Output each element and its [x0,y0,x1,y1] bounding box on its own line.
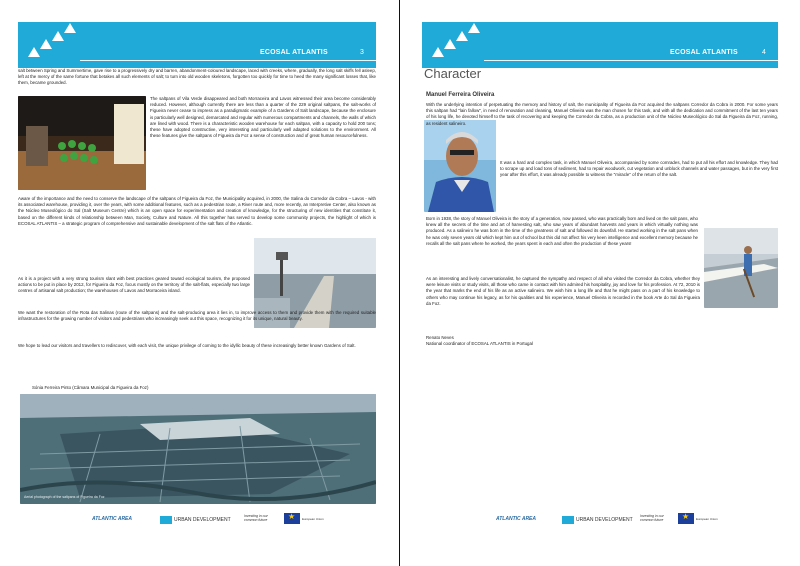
paragraph: salt between Spring and Summertime, gave rise to a progressively dry and barren, abandonment-coloured landscape, laced with creeks, where, gradually, the long salt skiffs fell asleep, left at the mercy of the same fortune that betakes all such elements of salt; to turn into old wooden skeletons, forgotten too quickly for time to heed the many significant losses that, like them, became grounded. [18,68,376,86]
logo-triangle-icon [444,39,456,49]
logo-triangle-icon [432,47,444,57]
investing-tagline: Investing in our common future [244,514,268,522]
salt-worker-photo [704,228,778,308]
eu-label: European Union [696,517,718,521]
section-subtitle: Manuel Ferreira Oliveira [426,92,495,98]
signature-role: National coordinator of ECOSAL ATLANTIS in Portugal [426,341,533,346]
section-title: Character [424,66,482,81]
paragraph: Born in 1938, the story of Manuel Oliveira is the story of a generation, now passed, who was practically born and lived on the salt pans, who knew all the secrets of the time and art of harvesting salt, who saw years of abundant harvests and years in which virtually nothing was produced. As a salineiro he was born in the time of the greatness of salt and followed its downfall. He started working in the salt pans when he was only seven years old which kept him out of school but this did not affect his very keen intelligence and excellent memory because he recalls all the salt pans where he worked, the years spent in each and often the production of these years! [426,216,698,246]
page-number: 4 [762,49,766,56]
urban-development-icon [160,516,172,524]
eu-flag-icon [678,513,694,524]
page-divider [399,0,400,566]
eu-flag-icon [284,513,300,524]
left-page [10,10,386,556]
article-signature: Sónia Ferreira Pinto (Câmara Municipal da Figueira da Foz) [32,385,149,390]
header-title: ECOSAL ATLANTIS [670,49,738,56]
paragraph: We want the restoration of the Rota das Salinas (route of the saltpans) and the salt-producing area it lies in, to improve access to them and provide them with the required suitable infrastructures for the growing number of visitors and pedestrians who increasingly seek out this space, recognizing it for its unique, natural beauty. [18,310,376,322]
investing-tagline: Investing in our common future [640,514,664,522]
logo-triangle-icon [40,39,52,49]
museum-interior-photo [18,96,146,190]
header-title: ECOSAL ATLANTIS [260,49,328,56]
right-page [412,10,788,556]
header-rule [80,60,376,61]
urban-development-icon [562,516,574,524]
logo-triangle-icon [456,31,468,41]
atlantic-area-logo: ATLANTIC AREA [92,516,132,522]
paragraph: As it is a project with a very strong tourism slant with best practices geared toward ecological tourism, the proposed actions to be put in place by 2012, for Figueira da Foz, focus mostly on the territory of the salt-flats, especially two large centres of artisanal salt production; the warehouses of Lavos and Morraceira island. [18,276,250,294]
logo-triangle-icon [468,23,480,33]
paragraph: The saltpans of Vila Verde disappeared and both Morraceira and Lavos witnessed their area become considerably reduced. However, although currently there are less than a quarter of the 229 original saltpans, the salt-works of Figueira never cease to impress as a paradigmatic example of a Gardens of Salt landscape, because the enclosure is particularly well designed, demarcated and regular with numerous compartments and channels, the walls of which are lined with wood. There is a characteristic wooden warehouse for each saltpan, with a capacity to hold 200 tons; these have adopted constructive, very interesting and particularly well adapted solutions to the environment. All these features give the saltpans of Figueira da Foz a sense of construction and of great human resourcefulness. [150,96,376,139]
header-rule [484,60,778,61]
urban-development-logo: URBAN DEVELOPMENT [576,517,633,523]
paragraph: Aware of the importance and the need to conserve the landscape of the saltpans of Figueira da Foz, the Municipality acquired, in 2000, the Salina do Corredor da Cobra – Lavos - with its associated warehouse, providing it, over the years, with some additional features, such as a pedestrian route, a River route and, more recently, an Interpretive Center, also known as the Núcleo Museológico do Sal (Salt Museum Centre) which is an open space for experimentation and creation of knowledge, for the structuring of new identities that constitute it, based on the different kinds of relationship between Man, Society, Culture and Nature. All this together has served to develop some community projects, the highlight of which is ECOSAL ATLANTIS – a strategic program of comprehensive and sustainable development of the salt flats of the Atlantic. [18,196,376,226]
logo-triangle-icon [28,47,40,57]
paragraph: With the underlying intention of perpetuating the memory and history of salt, the municipality of Figueira da Foz acquired the saltpans Corredor da Cobra in 2000. For some years this saltpan had "lain fallow", in need of renovation and cleaning, Manuel Oliveira was the man chosen for this task, and with all the dedication and commitment of the last ten years of his long life, he devoted himself to the task of recovering and keeping the Corredor da Cobra, as a production unit of the Núcleo Museológico do Sal da Figueira da Foz, running, as resident salineiro. [426,102,778,126]
signature-name: Renato Neves [426,335,454,340]
logo-triangle-icon [52,31,64,41]
photo-caption: Aerial photograph of the saltpans of Figueira da Foz [24,495,105,499]
paragraph: We hope to lead our visitors and travellers to rediscover, with each visit, the unique privilege of coming to the idyllic beauty of these increasingly better known Gardens of Salt. [18,343,356,348]
urban-development-logo: URBAN DEVELOPMENT [174,517,231,523]
aerial-saltpans-photo [20,394,376,504]
portrait-photo [424,120,496,212]
atlantic-area-logo: ATLANTIC AREA [496,516,536,522]
logo-triangle-icon [64,23,76,33]
eu-label: European Union [302,517,324,521]
paragraph: As an interesting and lively conversationalist, he captured the sympathy and respect of all who visited the Corredor da Cobra, whether they were leisure visits or study visits, all those who came in contact with him admired his hospitality, joy and love for his profession. At 72, 2010 is the year that marks the end of his life as an active salineiro. We wish him a long life and that he might pass on a part of his knowledge to others who may continue his legacy, as for his qualities and his experience, Manuel Oliveira is recorded in the book Arte do Sal da Figueira da Foz. [426,276,700,306]
page-number: 3 [360,49,364,56]
paragraph: It was a hard and complex task, in which Manuel Oliveira, accompanied by some comrades, had to put all his effort and knowledge. They had to scrape up and load tons of sediment, had to repair woodwork, cut vegetation and unblock channels and water passages, but in the very first year after this effort, it was already possible to witness the "miracle" of the return of the salt. [500,160,778,178]
